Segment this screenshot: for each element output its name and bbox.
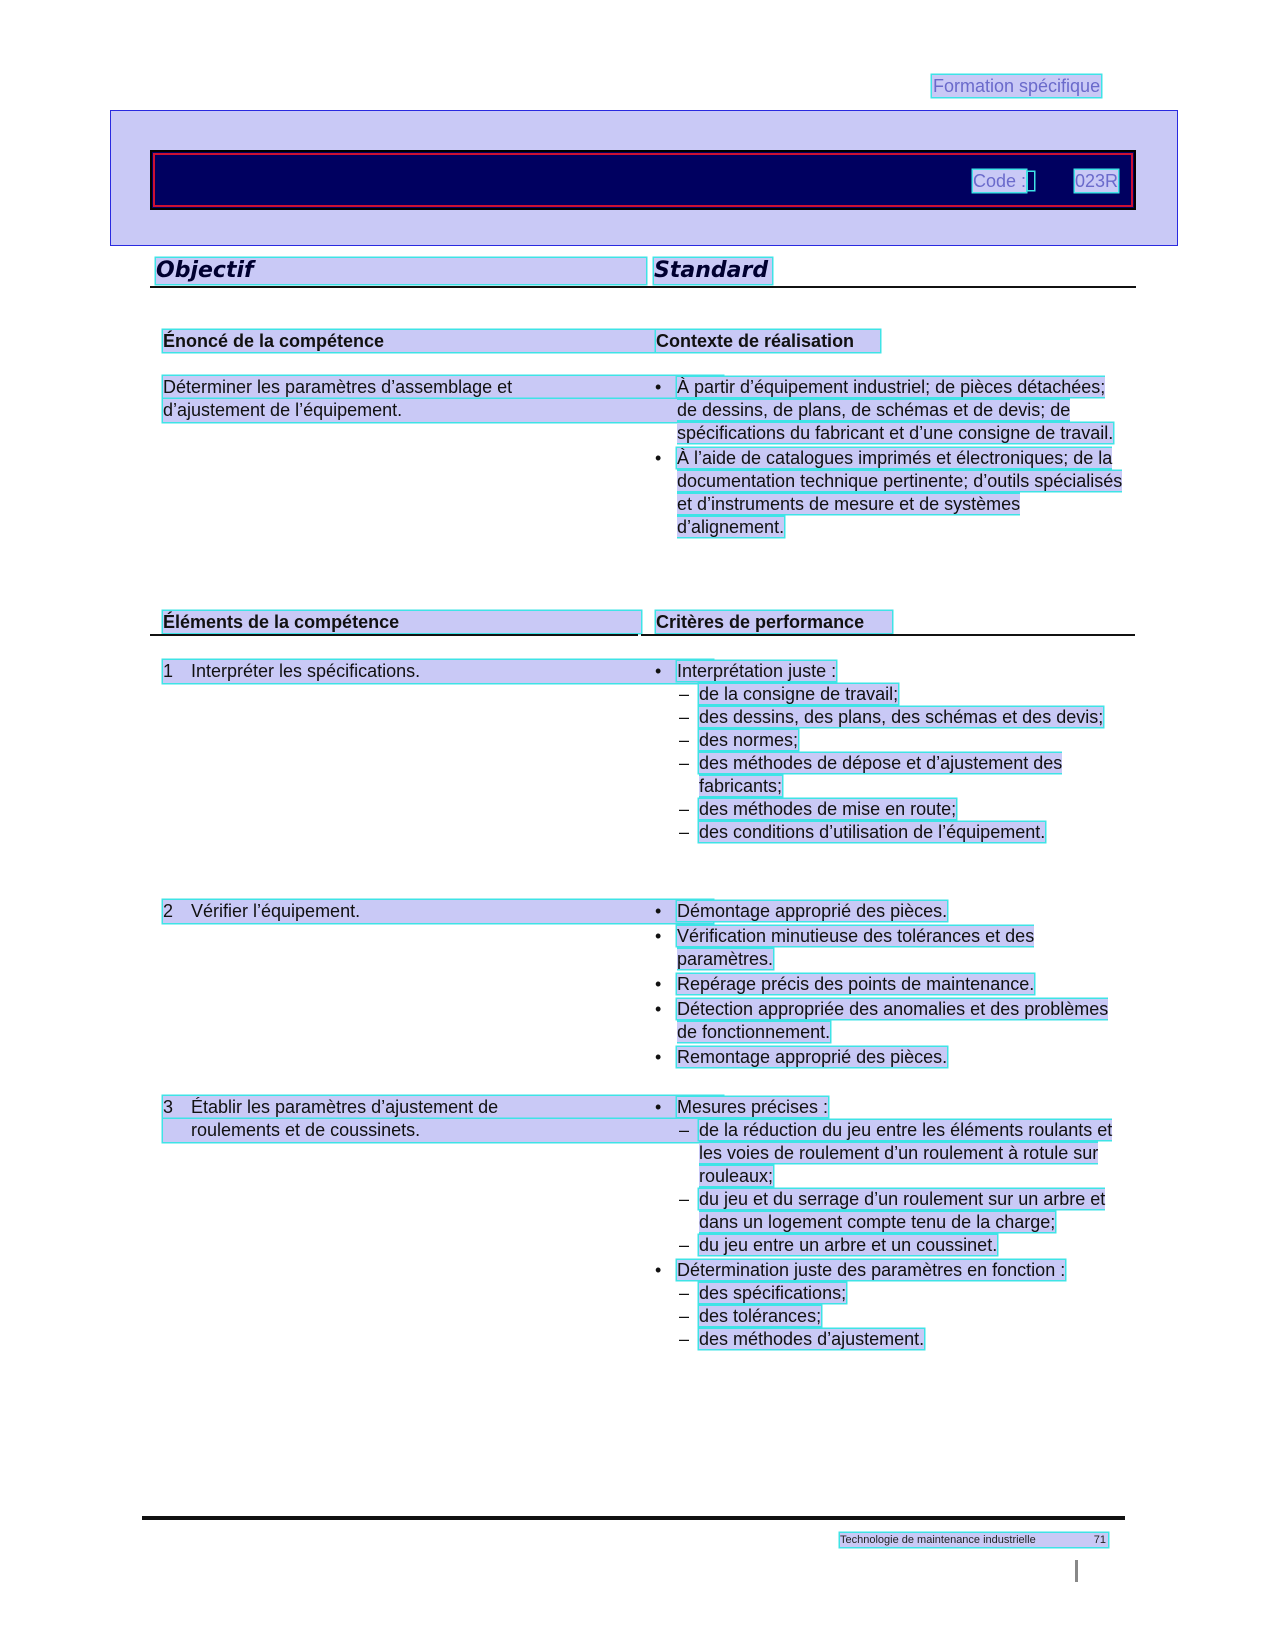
contexte-item-text: À l’aide de catalogues imprimés et électroniques; de la documentation technique pertinente; d’outils spécialisés et d’instruments de mesure et de systèmes d’alignement. bbox=[677, 448, 1123, 537]
sub-criterion-text: des spécifications; bbox=[699, 1283, 847, 1303]
sub-criterion bbox=[677, 729, 1125, 752]
contexte-heading: Contexte de réalisation bbox=[656, 330, 880, 352]
sub-criterion-text: des méthodes de dépose et d’ajustement des fabricants; bbox=[699, 753, 1063, 796]
criterion-text: Démontage approprié des pièces. bbox=[677, 901, 948, 921]
sub-criterion bbox=[677, 1328, 1125, 1351]
criterion-text: Détection appropriée des anomalies et des problèmes de fonctionnement. bbox=[677, 999, 1109, 1042]
sub-criterion bbox=[677, 821, 1125, 844]
element-item bbox=[163, 1096, 723, 1142]
criterion-text: Mesures précises : bbox=[677, 1097, 829, 1117]
sub-criterion bbox=[677, 752, 1125, 798]
element-text: roulements et de coussinets. bbox=[191, 1120, 421, 1140]
sub-criterion bbox=[677, 1282, 1125, 1305]
criterion bbox=[655, 1259, 1125, 1351]
enonce-line: d’ajustement de l’équipement. bbox=[163, 399, 723, 422]
contexte-item-text: À partir d’équipement industriel; de pièces détachées; de dessins, de plans, de schémas et de devis; de spécifications du fabricant et d’une consigne de travail. bbox=[677, 377, 1114, 443]
elements-divider-right bbox=[641, 634, 1135, 636]
element-item bbox=[163, 660, 713, 683]
footer bbox=[840, 1533, 1108, 1547]
sub-criterion-text: de la réduction du jeu entre les éléments roulants et les voies de roulement d’un roulement à rotule sur rouleaux; bbox=[699, 1120, 1113, 1186]
element-item bbox=[163, 900, 713, 923]
element-text: Établir les paramètres d’ajustement de bbox=[191, 1097, 499, 1117]
sub-criterion bbox=[677, 1119, 1125, 1188]
page-number: 71 bbox=[1093, 1534, 1106, 1546]
elements-heading: Éléments de la compétence bbox=[163, 611, 641, 633]
footer-divider bbox=[142, 1516, 1125, 1520]
criteria-list bbox=[655, 660, 1125, 846]
criterion bbox=[655, 900, 1125, 923]
sub-criterion bbox=[677, 1234, 1125, 1257]
criterion bbox=[655, 1096, 1125, 1257]
criterion bbox=[655, 660, 1125, 844]
sub-criterion bbox=[677, 1305, 1125, 1328]
element-number: 2 bbox=[163, 901, 174, 921]
sub-criterion bbox=[677, 1188, 1125, 1234]
element-line bbox=[163, 1119, 723, 1142]
criterion-text: Repérage précis des points de maintenance. bbox=[677, 974, 1035, 994]
sub-criterion bbox=[677, 706, 1125, 729]
enonce-line: Déterminer les paramètres d’assemblage et bbox=[163, 376, 723, 399]
criteres-heading: Critères de performance bbox=[656, 611, 892, 633]
criterion bbox=[655, 925, 1125, 971]
sub-criterion-text: du jeu entre un arbre et un coussinet. bbox=[699, 1235, 998, 1255]
enonce-text bbox=[163, 376, 723, 422]
element-line bbox=[163, 1096, 723, 1119]
criterion-text: Détermination juste des paramètres en fonction : bbox=[677, 1260, 1066, 1280]
sub-criterion bbox=[677, 683, 1125, 706]
sub-criterion bbox=[677, 798, 1125, 821]
contexte-item bbox=[655, 376, 1125, 445]
sub-criterion-text: des normes; bbox=[699, 730, 799, 750]
sub-criterion-text: des méthodes d’ajustement. bbox=[699, 1329, 925, 1349]
sub-criterion-text: des tolérances; bbox=[699, 1306, 822, 1326]
criterion bbox=[655, 1046, 1125, 1069]
footer-title: Technologie de maintenance industrielle bbox=[840, 1534, 1036, 1546]
code-value: 023R bbox=[1075, 171, 1119, 191]
enonce-heading: Énoncé de la compétence bbox=[163, 330, 655, 352]
contexte-item bbox=[655, 447, 1125, 539]
sub-criterion-text: des conditions d’utilisation de l’équipement. bbox=[699, 822, 1046, 842]
elements-divider-left bbox=[150, 634, 638, 636]
criterion-text: Interprétation juste : bbox=[677, 661, 837, 681]
criterion bbox=[655, 998, 1125, 1044]
sub-criterion-text: des méthodes de mise en route; bbox=[699, 799, 957, 819]
page-marker bbox=[1075, 1560, 1078, 1582]
contexte-list bbox=[655, 376, 1125, 541]
element-number: 3 bbox=[163, 1097, 174, 1117]
criterion-text: Remontage approprié des pièces. bbox=[677, 1047, 948, 1067]
objectif-heading: Objectif bbox=[156, 258, 646, 284]
element-text: Interpréter les spécifications. bbox=[191, 661, 421, 681]
sub-criterion-text: du jeu et du serrage d’un roulement sur un arbre et dans un logement compte tenu de la charge; bbox=[699, 1189, 1106, 1232]
standard-heading: Standard bbox=[654, 258, 772, 284]
criteria-list bbox=[655, 900, 1125, 1071]
element-number: 1 bbox=[163, 661, 174, 681]
criterion-text: Vérification minutieuse des tolérances et des paramètres. bbox=[677, 926, 1035, 969]
code-label: Code : bbox=[973, 171, 1027, 191]
sub-criterion-text: de la consigne de travail; bbox=[699, 684, 899, 704]
criterion bbox=[655, 973, 1125, 996]
element-text: Vérifier l’équipement. bbox=[191, 901, 361, 921]
program-section-label: Formation spécifique bbox=[933, 76, 1101, 96]
sub-criterion-text: des dessins, des plans, des schémas et des devis; bbox=[699, 707, 1104, 727]
criteria-list bbox=[655, 1096, 1125, 1353]
header-divider bbox=[150, 286, 1136, 288]
code-separator bbox=[1028, 172, 1034, 190]
